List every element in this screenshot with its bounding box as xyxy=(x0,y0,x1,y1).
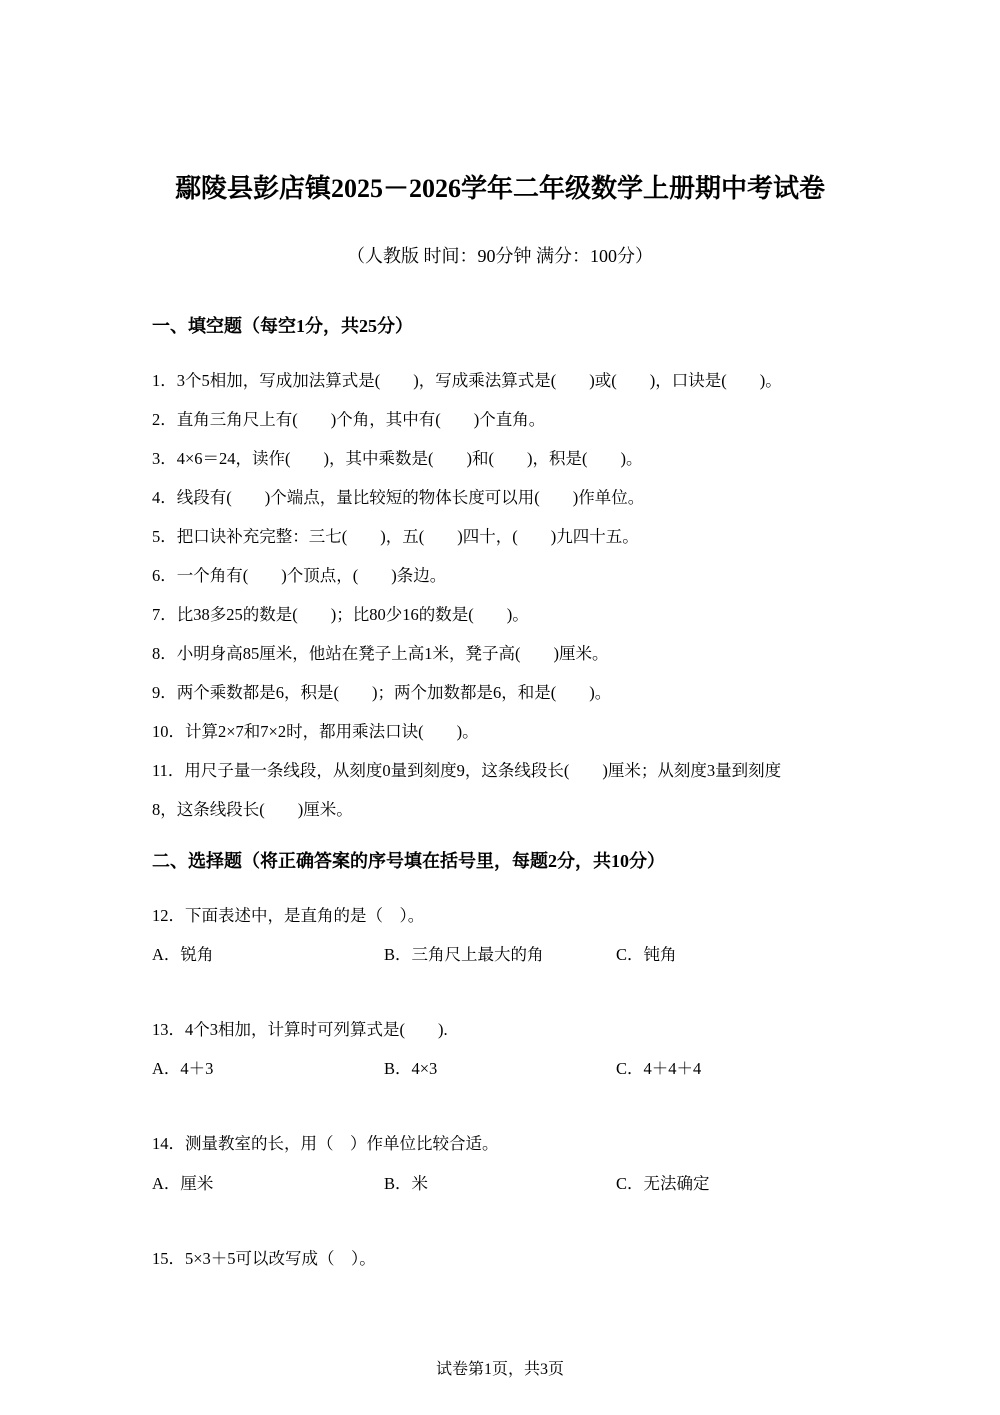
question-14-option-c: C．无法确定 xyxy=(616,1174,710,1193)
question-12-option-b: B．三角尺上最大的角 xyxy=(384,945,544,964)
question-11-line-2: 8，这条线段长( )厘米。 xyxy=(152,800,353,819)
question-14-option-a: A．厘米 xyxy=(152,1174,214,1193)
question-6: 6．一个角有( )个顶点，( )条边。 xyxy=(152,566,447,585)
question-4: 4．线段有( )个端点，量比较短的物体长度可以用( )作单位。 xyxy=(152,488,645,507)
question-10: 10．计算2×7和7×2时，都用乘法口诀( )。 xyxy=(152,722,479,741)
exam-title: 鄢陵县彭店镇2025－2026学年二年级数学上册期中考试卷 xyxy=(174,174,825,203)
exam-subtitle: （人教版 时间：90分钟 满分：100分） xyxy=(347,246,653,266)
question-13-option-b: B．4×3 xyxy=(384,1059,438,1078)
question-1: 1．3个5相加，写成加法算式是( )，写成乘法算式是( )或( )，口诀是( )。 xyxy=(152,371,782,390)
question-8: 8．小明身高85厘米，他站在凳子上高1米，凳子高( )厘米。 xyxy=(152,644,609,663)
question-3: 3．4×6＝24，读作( )，其中乘数是( )和( )，积是( )。 xyxy=(152,449,643,468)
question-5: 5．把口诀补充完整：三七( )，五( )四十，( )九四十五。 xyxy=(152,527,639,546)
question-9: 9．两个乘数都是6，积是( )；两个加数都是6，和是( )。 xyxy=(152,683,612,702)
section-2-heading: 二、选择题（将正确答案的序号填在括号里，每题2分，共10分） xyxy=(152,851,665,871)
question-15: 15．5×3＋5可以改写成（ ）。 xyxy=(152,1249,376,1268)
question-13-option-c: C．4＋4＋4 xyxy=(616,1059,702,1078)
question-7: 7．比38多25的数是( )；比80少16的数是( )。 xyxy=(152,605,529,624)
section-1-heading: 一、填空题（每空1分，共25分） xyxy=(152,316,413,336)
page-footer: 试卷第1页，共3页 xyxy=(435,1361,564,1378)
question-13: 13．4个3相加，计算时可列算式是( ). xyxy=(152,1020,448,1039)
question-12-option-c: C．钝角 xyxy=(616,945,677,964)
question-2: 2．直角三角尺上有( )个角，其中有( )个直角。 xyxy=(152,410,546,429)
question-14: 14．测量教室的长，用（ ）作单位比较合适。 xyxy=(152,1134,499,1153)
question-12: 12．下面表述中，是直角的是（ ）。 xyxy=(152,906,425,925)
question-14-option-b: B．米 xyxy=(384,1174,429,1193)
question-11-line-1: 11．用尺子量一条线段，从刻度0量到刻度9，这条线段长( )厘米；从刻度3量到刻度 xyxy=(152,761,782,780)
question-12-option-a: A．锐角 xyxy=(152,945,214,964)
question-13-option-a: A．4＋3 xyxy=(152,1059,214,1078)
